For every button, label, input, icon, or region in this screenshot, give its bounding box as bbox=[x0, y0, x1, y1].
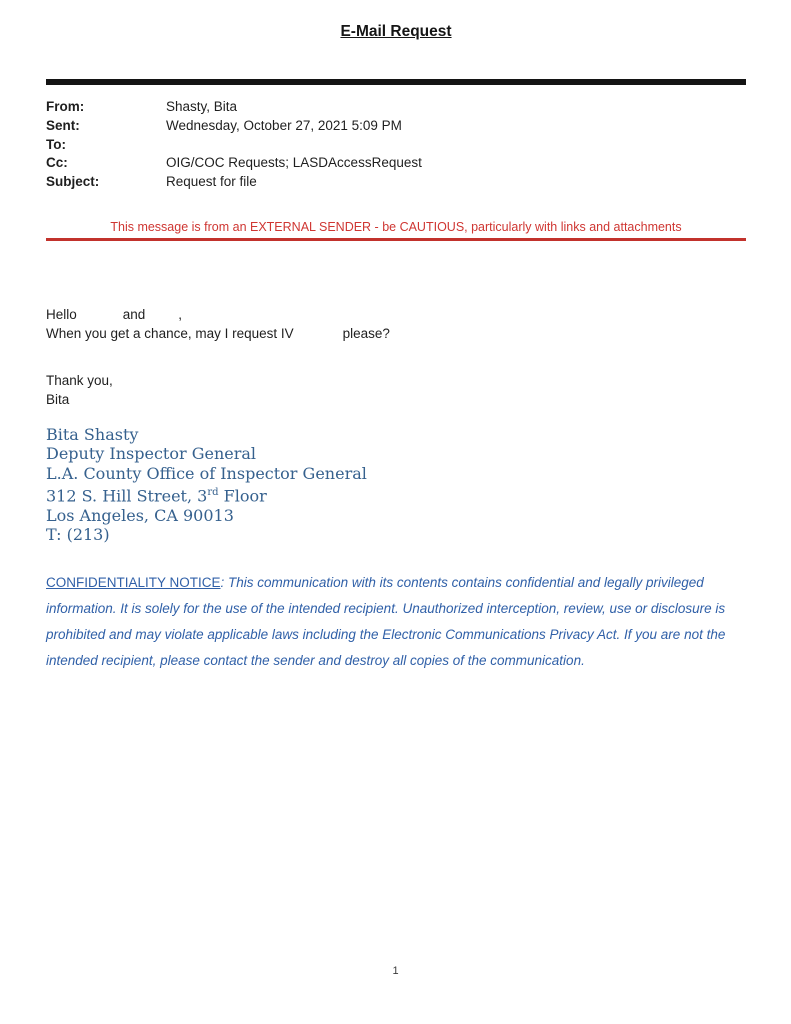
notice-separator: : bbox=[220, 575, 229, 591]
signature-title: Deputy Inspector General bbox=[46, 444, 257, 464]
address-ordinal: rd bbox=[207, 486, 219, 498]
greeting-hello: Hello bbox=[46, 306, 77, 322]
header-row-cc bbox=[46, 154, 746, 173]
from-label: From: bbox=[46, 99, 85, 114]
notice-label: CONFIDENTIALITY NOTICE bbox=[46, 575, 221, 591]
header-row-subject bbox=[46, 173, 746, 192]
page-title: E-Mail Request bbox=[340, 23, 452, 40]
cc-label: Cc: bbox=[46, 155, 68, 171]
header-row-from bbox=[46, 98, 746, 117]
request-line bbox=[46, 324, 746, 343]
page-number: 1 bbox=[392, 965, 399, 977]
from-value: Shasty, Bita bbox=[166, 99, 238, 114]
header-row-sent bbox=[46, 117, 746, 136]
confidentiality-notice bbox=[46, 570, 746, 674]
closing-block bbox=[46, 371, 746, 409]
header-row-to bbox=[46, 136, 746, 155]
greeting-comma: , bbox=[178, 306, 183, 322]
external-sender-warning: This message is from an EXTERNAL SENDER - be CAUTIOUS, particularly with links and attachments bbox=[110, 219, 682, 234]
subject-label: Subject: bbox=[46, 174, 100, 190]
email-body bbox=[46, 305, 746, 343]
closing-thanks: Thank you, bbox=[46, 372, 113, 388]
sent-value: Wednesday, October 27, 2021 5:09 PM bbox=[166, 117, 402, 133]
subject-value: Request for file bbox=[166, 174, 257, 190]
request-text: When you get a chance, may I request IV bbox=[46, 325, 294, 341]
email-headers bbox=[46, 98, 746, 192]
header-top-divider bbox=[46, 79, 746, 85]
signature-phone: T: (213) bbox=[46, 524, 110, 544]
signature-organization: L.A. County Office of Inspector General bbox=[46, 463, 367, 483]
to-label: To: bbox=[46, 136, 66, 152]
greeting-line bbox=[46, 305, 746, 324]
address-suffix: Floor bbox=[218, 486, 267, 506]
notice-text: This communication with its contents contains confidential and legally privileged information. It is solely for the use of the intended recipient. Unauthorized interception, review, use or disclosure is prohibited and may violate applicable laws including the Electronic Communications Privacy Act. If you are not the intended recipient, please contact the sender and destroy all copies of the communication. bbox=[46, 575, 726, 669]
address-prefix: 312 S. Hill Street, 3 bbox=[46, 486, 208, 506]
closing-name: Bita bbox=[46, 391, 70, 407]
greeting-and: and bbox=[122, 306, 146, 322]
warning-divider bbox=[46, 238, 746, 241]
to-value bbox=[166, 136, 746, 155]
sent-label: Sent: bbox=[46, 117, 80, 133]
request-please: please? bbox=[342, 325, 390, 341]
signature-block bbox=[46, 425, 746, 544]
signature-city: Los Angeles, CA 90013 bbox=[46, 505, 234, 525]
signature-address bbox=[46, 483, 746, 506]
cc-value: OIG/COC Requests; LASDAccessRequest bbox=[166, 155, 422, 171]
signature-name: Bita Shasty bbox=[46, 424, 139, 444]
